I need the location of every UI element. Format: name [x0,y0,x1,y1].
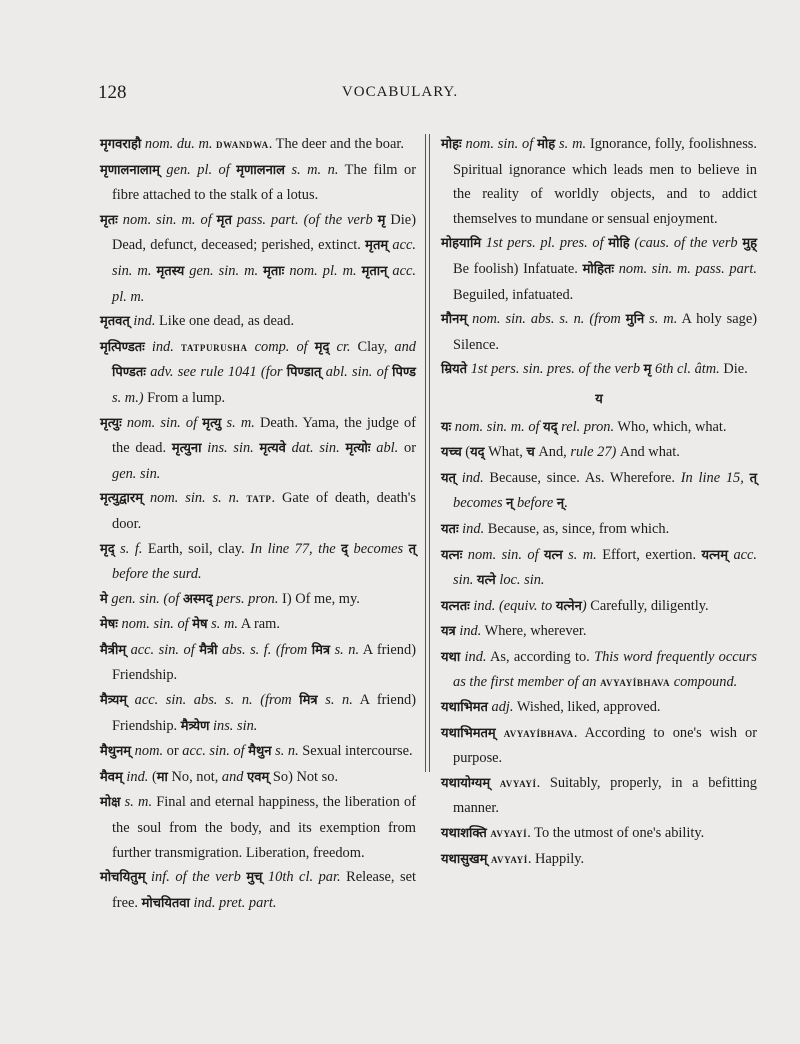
dictionary-entry [441,440,757,466]
entry-headword: यथाभिमत [441,700,488,716]
definition-text: Sexual intercourse. [298,743,413,760]
grammar-note: cr. [329,338,351,355]
grammar-note: nom. sin. s. n. [143,490,247,507]
sanskrit-form: अस्मद् [182,591,213,607]
grammar-note: nom. [131,743,167,760]
grammar-note: In line 77, the [250,540,342,557]
grammar-note: abl. sin. of [321,364,393,381]
dictionary-entry [100,411,416,487]
entry-headword: यतः [441,521,459,537]
dictionary-entry [100,587,416,613]
grammar-note: acc. sin. abs. s. n. (from [127,692,300,709]
grammar-note: nom. sin. m. pass. part. [614,260,757,277]
compound-type: avyayí [490,825,528,841]
sanskrit-form: मोह [537,137,556,152]
grammar-note: ind. (equiv. to [469,597,556,614]
sanskrit-form: मृ [377,212,386,228]
page-header [0,82,800,106]
grammar-note: dat. sin. [285,440,346,457]
sanskrit-form: मोहि [608,236,630,252]
definition-text: Infatuate. [518,260,583,277]
grammar-note: s. m.) [112,389,144,406]
dictionary-entry [441,543,757,594]
dictionary-entry [100,865,416,916]
grammar-note: gen. pl. of [159,161,237,178]
grammar-note: s. n. [330,641,360,658]
entry-headword: मोचयितुम् [100,870,146,886]
sanskrit-form: मुह् [742,236,758,252]
dictionary-entry [441,771,757,821]
dictionary-entry [441,231,757,307]
grammar-note: and [394,338,416,355]
compound-type: avyayí [491,850,528,866]
definition-text: Wished, liked, approved. [513,699,661,716]
section-heading [441,387,757,413]
entry-headword: यथायोग्यम् [441,775,491,791]
entry-headword: मौनम् [441,312,468,328]
grammar-note: nom. sin. abs. s. n. (from [467,311,626,328]
sanskrit-form: एवम् [247,769,270,785]
definition-text [490,775,500,791]
dictionary-entry [441,594,757,620]
definition-text: Beguiled, infatuated. [453,286,574,303]
definition-text: Be foolish) [453,260,519,277]
dictionary-entry [441,415,757,441]
entry-headword: म्रियते [441,362,468,378]
compound-type: avyayíbhava [600,674,671,690]
grammar-note: ind. [144,338,181,355]
entry-headword: मैत्रीम् [100,642,127,658]
compound-type: avyayíbhava [503,724,574,740]
sanskrit-form: यत्ने [477,573,496,589]
grammar-note: before [513,495,557,512]
sanskrit-form: मैत्री [199,642,218,658]
sanskrit-form: यत्न [544,547,563,563]
grammar-note: nom. pl. m. [284,262,362,279]
sanskrit-form: पिण्ड [392,365,416,381]
entry-headword: यच्च [441,445,462,461]
grammar-note: s. m. [207,616,238,633]
sanskrit-form: मृताः [263,263,285,279]
sanskrit-form: मैथुन [248,744,272,760]
definition-text: A friend) Friendship. [112,692,417,734]
running-head: VOCABULARY. [341,84,459,100]
sanskrit-form: मित्र [311,642,331,658]
grammar-note: acc. pl. m. [112,262,416,305]
grammar-note: pass. part. (of the verb [231,211,378,228]
definition-text: The film or fibre attached to the stalk of a lotus. [112,161,416,204]
dictionary-entry [441,645,757,695]
grammar-note: nom. du. m. [141,136,217,152]
definition-text: Final and eternal happiness, the liberation of the soul from the body, and its exemption from further transmigration. Liberation, freedom. [112,794,416,861]
grammar-note: acc. sin. of [182,743,249,760]
grammar-note: becomes [348,540,409,557]
definition-text: I) Of me, my. [282,590,360,607]
dictionary-entry [100,688,416,739]
entry-headword: मे [100,591,108,607]
grammar-note: loc. sin. [495,572,545,589]
grammar-note: nom. sin. m. of [117,211,217,228]
definition-text: . [564,495,568,512]
grammar-note: ind. pret. part. [189,894,277,911]
right-column [441,132,757,872]
sanskrit-form: पिण्डतः [112,365,146,381]
dictionary-entry [100,158,416,208]
dictionary-entry [100,739,416,765]
definition-text: Like one dead, as dead. [155,313,295,330]
grammar-note: acc. sin. m. [112,237,416,279]
compound-type: avyayí [499,774,537,790]
grammar-note: and [221,768,248,785]
entry-headword: यथाशक्ति [441,826,487,842]
grammar-note: ind. [455,623,482,640]
grammar-note: nom. sin. of [121,414,203,431]
definition-text: . To the utmost of one's ability. [527,825,705,842]
entry-headword: मृत्पिण्डतः [100,339,145,355]
dictionary-entry [441,466,757,517]
grammar-note: rule 27) [570,444,617,461]
dictionary-entry [100,208,416,309]
definition-text [496,725,504,741]
grammar-note: gen. sin. m. [184,262,264,279]
entry-headword: यथा [441,649,461,665]
sanskrit-form: च [526,445,535,461]
sanskrit-form: मृत्यवे [259,441,286,457]
entry-headword: मैवम् [100,769,123,785]
sanskrit-form: द् [341,541,349,557]
grammar-note: acc. sin. of [126,641,200,658]
entry-headword: मृगवराहौ [100,137,142,152]
entry-headword: मृतवत् [100,314,130,330]
definition-text: So) Not so. [269,768,339,785]
column-divider-rule [425,134,426,772]
grammar-note: gen. sin. (of [107,590,183,607]
dictionary-entry [441,307,757,357]
dictionary-entry [441,357,757,383]
dictionary-entry [100,335,416,411]
entry-headword: यत् [441,470,456,486]
dictionary-entry [100,612,416,638]
grammar-note: adv. see rule 1041 (for [145,364,287,381]
grammar-note: s. m. [120,794,153,811]
entry-headword: मोक्ष [100,795,121,811]
definition-text: Who, which, what. [614,418,727,435]
definition-text: Effort, exertion. [596,546,702,563]
sanskrit-form: मुनि [625,312,645,328]
grammar-note: abs. s. f. (from [217,641,312,658]
definition-text: Where, wherever. [481,623,587,640]
definition-text: Ignorance, folly, foolishness. Spiritual ignorance which leads men to believe in the reality of worldly objects, and to addict themselves to mundane or sensual enjoyment. [453,136,757,227]
grammar-note: 1st pers. sin. pres. of the verb [467,361,644,378]
sanskrit-form: मृतम् [365,238,389,254]
grammar-note: ind. [458,520,485,537]
definition-text: Earth, soil, clay. [142,540,251,557]
entry-headword: मृणालनालाम् [100,162,160,178]
sanskrit-form: मैत्र्येण [180,718,210,734]
definition-text: ( [148,768,157,785]
dictionary-entry [441,132,757,231]
grammar-note: abl. [370,440,405,457]
sanskrit-form: मृत्युना [171,441,202,457]
definition-text: A ram. [237,616,280,633]
grammar-note: In line 15, [680,469,750,486]
entry-headword: मृत्युद्वारम् [100,491,144,507]
grammar-note: s. m. [221,414,255,431]
sanskrit-form: त् [408,541,416,557]
entry-headword: मृत्युः [100,415,122,431]
grammar-note: (caus. of the verb [629,235,743,252]
definition-text: Release, set free. [112,869,417,911]
right-column-entries-top [441,132,757,383]
right-column-entries-bottom [441,415,757,873]
entry-headword: मृतः [100,212,118,228]
definition-text: Clay, [350,338,395,355]
grammar-note: compound. [670,674,738,691]
grammar-note: s. m. [555,136,587,152]
grammar-note: ind. [455,469,484,486]
entry-headword: मैथुनम् [100,744,132,760]
entry-headword: यथासुखम् [441,851,488,867]
sanskrit-form: मृतान् [361,263,388,279]
grammar-note: nom. sin. m. of [451,418,544,435]
definition-text: Death. Yama, the judge of the dead. [112,414,416,457]
definition-text: As, according to. [486,648,595,665]
definition-text: Die) Dead, defunct, deceased; perished, extinct. [112,211,416,254]
definition-text: From a lump. [143,389,226,406]
page-number: 128 [98,82,127,103]
sanskrit-form: मित्र [299,693,318,709]
grammar-note: s. m. [644,311,678,328]
entry-headword: यत्र [441,624,456,640]
sanskrit-form: मा [156,769,168,785]
grammar-note: becomes [453,495,507,512]
grammar-note: nom. sin. of [117,616,193,633]
sanskrit-form: त् [749,470,757,486]
definition-text: or [166,743,183,760]
grammar-note: 1st pers. pl. pres. of [481,235,609,252]
compound-type: tatp [246,490,272,506]
dictionary-entry [441,847,757,873]
definition-text: . The deer and the boar. [268,136,404,152]
grammar-note: gen. sin. [112,465,161,482]
grammar-note: ins. sin. [201,440,260,457]
compound-type: dwandwa [216,136,269,151]
entry-headword: मेषः [100,617,118,633]
sanskrit-form: यद् [470,445,485,461]
dictionary-entry [100,486,416,536]
entry-headword: यत्नतः [441,598,470,614]
definition-text: And, [534,444,571,461]
dictionary-entry [441,619,757,645]
grammar-note: s. n. [271,743,299,760]
section-letter: य [595,391,603,407]
definition-text: . Gate of death, death's door. [112,490,416,532]
sanskrit-form: पिण्डात् [286,365,322,381]
grammar-note: ) [581,597,587,614]
grammar-note: ind. [122,768,149,785]
sanskrit-form: यद् [543,419,558,435]
grammar-note: s. m. [562,546,597,563]
definition-text: Because, since. As. Wherefore. [483,469,681,486]
grammar-note: ind. [129,313,156,330]
entry-headword: मृद् [100,541,115,557]
dictionary-entry [100,132,416,158]
definition-text: Carefully, diligently. [586,597,709,614]
definition-text: ( [461,444,471,461]
sanskrit-form: मोचयितवा [141,895,190,911]
grammar-note: rel. pron. [557,418,615,435]
definition-text: No, not, [167,768,222,785]
sanskrit-form: मृद् [314,339,330,355]
definition-text: A friend) Friendship. [112,641,416,684]
definition-text: . According to one's wish or purpose. [453,724,757,767]
definition-text: . Happily. [527,850,585,867]
sanskrit-form: न् [506,496,514,512]
definition-text: Because, as, since, from which. [484,520,670,537]
entry-headword: मोहः [441,137,462,152]
compound-type: tatpurusha [180,338,248,354]
sanskrit-form: मृत [216,212,232,228]
dictionary-entry [441,821,757,847]
grammar-note: nom. sin. of [461,136,538,152]
dictionary-entry [100,790,416,865]
definition-text: And what. [616,444,680,461]
grammar-note: s. f. [114,540,143,557]
entry-headword: यथाभिमतम् [441,725,496,741]
definition-text: A holy sage) Silence. [453,311,757,353]
grammar-note: ins. sin. [209,717,258,734]
sanskrit-form: न् [556,496,565,512]
definition-text: What, [484,444,527,461]
sanskrit-form: मृत्यु [202,415,222,431]
sanskrit-form: मृत्योः [345,441,371,457]
grammar-note: ind. [460,648,487,665]
sanskrit-form: मृतस्य [156,263,185,279]
sanskrit-form: मेष [192,617,208,633]
grammar-note: nom. sin. of [462,546,545,563]
entry-headword: यः [441,419,452,435]
grammar-note: s. n. [317,692,353,709]
grammar-note: inf. of the verb [145,869,247,886]
grammar-note: s. m. n. [284,161,339,178]
left-column [100,132,416,916]
dictionary-entry [100,765,416,791]
grammar-note: This word frequently occurs as the first member of an [453,648,757,691]
sanskrit-form: यत्नम् [701,547,729,563]
sanskrit-form: मोहितः [582,261,615,277]
sanskrit-form: मृ [643,362,652,378]
sanskrit-form: यत्नेन [555,598,582,614]
column-divider-rule [429,134,430,772]
entry-headword: मोहयामि [441,236,482,252]
entry-headword: यत्नः [441,547,463,563]
grammar-note: comp. of [247,338,315,355]
grammar-note: before the surd. [112,566,202,583]
definition-text: Die. [719,361,748,378]
definition-text: or [404,440,417,457]
sanskrit-form: मृणालनाल [236,162,285,178]
entry-headword: मैत्र्यम् [100,693,128,709]
dictionary-entry [441,695,757,721]
grammar-note: 10th cl. par. [262,869,341,886]
grammar-note: pers. pron. [212,590,283,607]
dictionary-entry [100,537,416,587]
definition-text: . Suitably, properly, in a befitting manner. [453,774,757,817]
grammar-note: 6th cl. âtm. [651,361,720,378]
grammar-note: acc. sin. [453,546,758,589]
grammar-note: adj. [487,699,514,716]
dictionary-entry [441,517,757,543]
sanskrit-form: मुच् [246,870,263,886]
dictionary-entry [441,721,757,771]
dictionary-entry [100,309,416,335]
dictionary-entry [100,638,416,688]
